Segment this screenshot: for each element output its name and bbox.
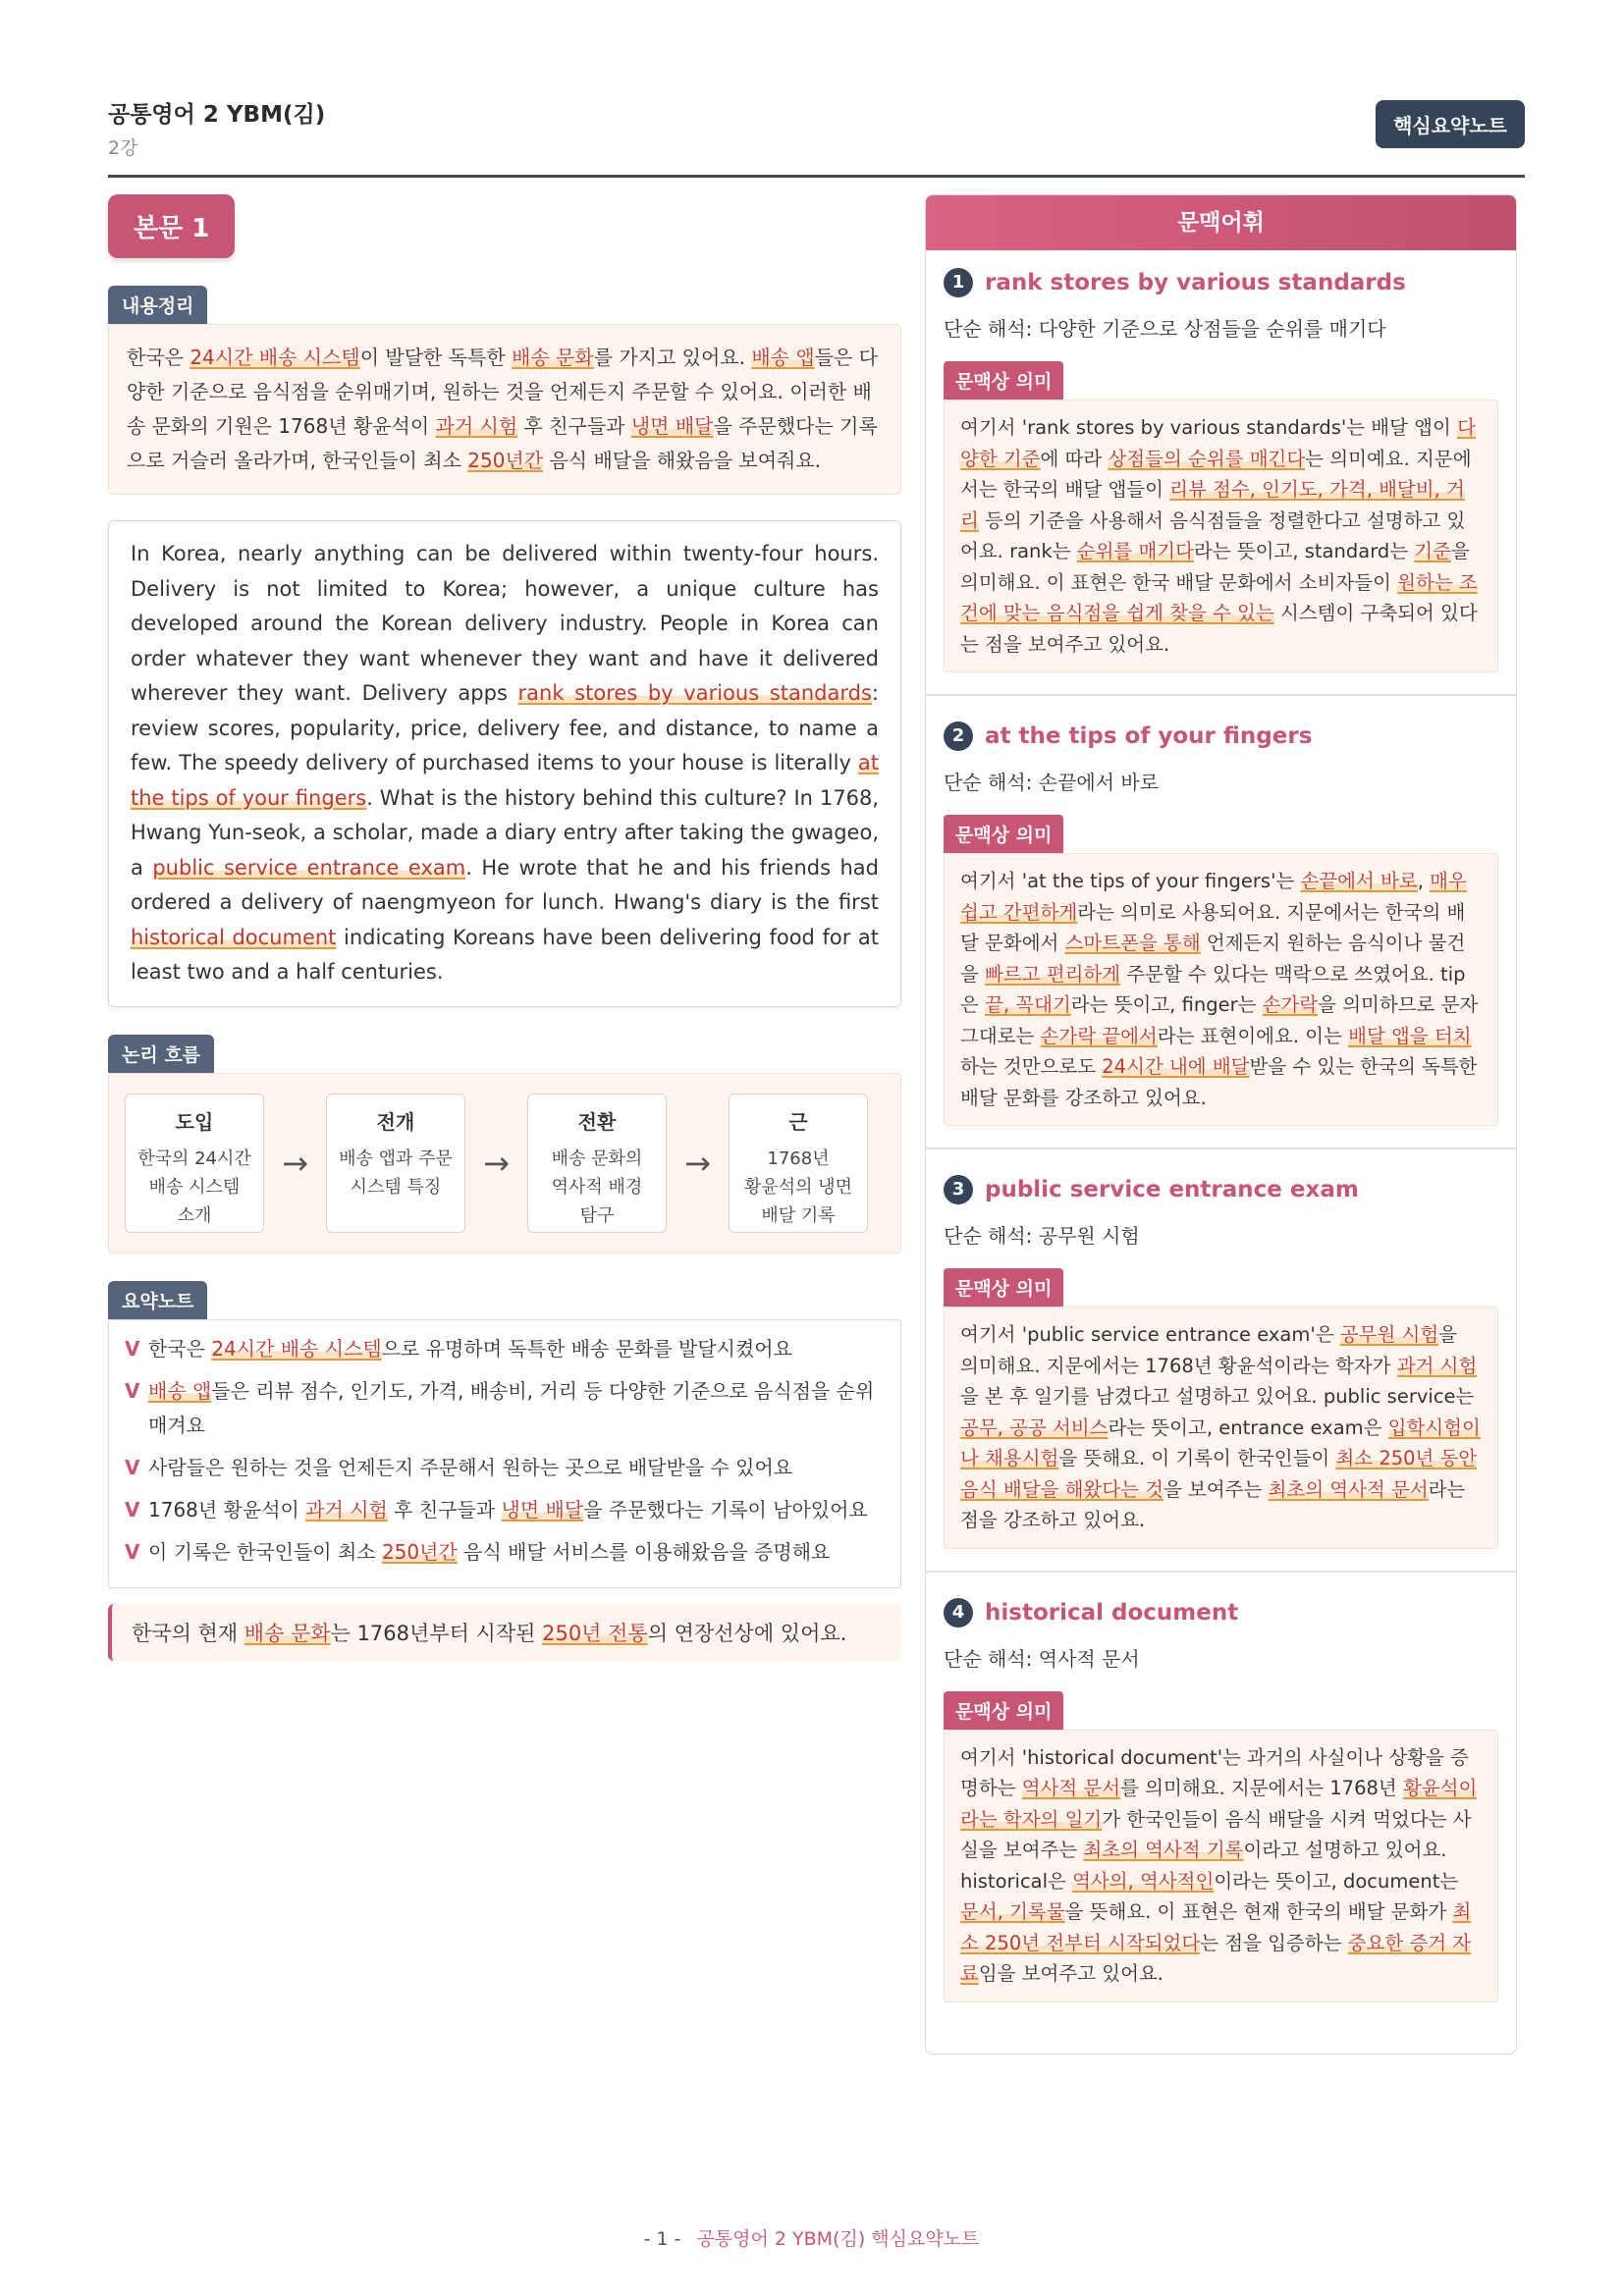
context-meaning-tag: 문맥상 의미: [944, 1691, 1063, 1730]
item-number-badge: 1: [944, 268, 973, 297]
vocab-term: public service entrance exam: [985, 1177, 1359, 1202]
context-meaning-tag: 문맥상 의미: [944, 1268, 1063, 1307]
summary-tag: 내용정리: [108, 286, 207, 324]
key-phrase: 냉면 배달: [630, 414, 714, 438]
vocab-term: historical document: [985, 1599, 1239, 1626]
simple-translation: 단순 해석: 손끝에서 바로: [944, 771, 1160, 794]
key-expression: at the tips of your fingers: [131, 751, 879, 810]
key-phrase: 과거 시험: [435, 414, 518, 438]
logic-flow: [108, 1073, 901, 1254]
context-meaning-box: 여기서 'rank stores by various standards'는 배달 앱이 다양한 기준에 따라 상점들의 순위를 매긴다는 의미예요. 지문에서는 한국의 배달 앱들이 리뷰 점수, 인기도, 가격, 배달비, 거리 등의 기준을 사용해서 음식점들을 정렬한다고 설명하고 있어요. rank는 순위를 매기다라는 뜻이고, standard는 기준을 의미해요. 이 표현은 한국 배달 문화에서 소비자들이 원하는 조건에 맞는 음식점을 쉽게 찾을 수 있는 시스템이 구축되어 있다는 점을 보여주고 있어요.: [944, 400, 1498, 672]
lesson-number: 2강: [108, 137, 138, 159]
flow-step-evidence: 근 1768년 황윤석의 냉면 배달 기록: [729, 1094, 868, 1233]
logic-flow-tag: 논리 흐름: [108, 1035, 214, 1073]
key-phrase: 250년간: [467, 449, 544, 472]
key-expression: public service entrance exam: [152, 855, 466, 880]
english-passage: In Korea, nearly anything can be delivered within twenty-four hours. Delivery is not limited to Korea; however, a unique culture has developed around the Korean delivery industry. People in Korea can order whatever they want whenever they want and have it delivered wherever they want. Delivery apps rank stores by various standards: review scores, popularity, price, delivery fee, and distance, to name a few. The speedy delivery of purchased items to your house is literally at the tips of your fingers. What is the history behind this culture? In 1768, Hwang Yun-seok, a scholar, made a diary entry after taking the gwageo, a public service entrance exam. He wrote that he and his friends had ordered a delivery of naengmyeon for lunch. Hwang's diary is the first historical document indicating Koreans have been delivering food for at least two and a half centuries.: [108, 520, 901, 1007]
check-mark-icon: V: [125, 1336, 140, 1361]
book-title: 공통영어 2 YBM(김): [108, 102, 326, 128]
check-mark-icon: V: [125, 1539, 140, 1564]
summary-notes: [108, 1319, 901, 1588]
vocab-item: [926, 268, 1516, 672]
list-item: V 사람들은 원하는 것을 언제든지 주문해서 원하는 곳으로 배달받을 수 있어요: [125, 1451, 885, 1485]
page-number: - 1 -: [643, 2228, 681, 2250]
page-footer: [0, 2224, 1623, 2251]
summary-box: 한국은 24시간 배송 시스템이 발달한 독특한 배송 문화를 가지고 있어요. 배송 앱들은 다양한 기준으로 음식점을 순위매기며, 원하는 것을 언제든지 주문할 수 있어요. 이러한 배송 문화의 기원은 1768년 황윤석이 과거 시험 후 친구들과 냉면 배달을 주문했다는 기록으로 거슬러 올라가며, 한국인들이 최소 250년간 음식 배달을 해왔음을 보여줘요.: [108, 324, 901, 495]
key-expression: historical document: [131, 925, 337, 949]
vocab-item: [926, 1148, 1516, 1549]
section-title: 본문 1: [108, 194, 235, 258]
vocab-item: [926, 694, 1516, 1126]
key-phrase: 배송 앱: [751, 346, 815, 369]
list-item: V 이 기록은 한국인들이 최소 250년간 음식 배달 서비스를 이용해왔음을 증명해요: [125, 1535, 885, 1570]
footer-title: 공통영어 2 YBM(김) 핵심요약노트: [696, 2228, 980, 2250]
note-type-badge: 핵심요약노트: [1376, 100, 1525, 148]
context-meaning-box: 여기서 'public service entrance exam'은 공무원 시험을 의미해요. 지문에서는 1768년 황윤석이라는 학자가 과거 시험을 본 후 일기를 남겼다고 설명하고 있어요. public service는 공무, 공공 서비스라는 뜻이고, entrance exam은 입학시험이나 채용시험을 뜻해요. 이 기록이 한국인들이 최소 250년 동안 음식 배달을 해왔다는 것을 보여주는 최초의 역사적 문서라는 점을 강조하고 있어요.: [944, 1307, 1498, 1549]
key-expression: rank stores by various standards: [517, 681, 872, 705]
list-item: V 한국은 24시간 배송 시스템으로 유명하며 독특한 배송 문화를 발달시켰어요: [125, 1332, 885, 1366]
check-mark-icon: V: [125, 1497, 140, 1522]
simple-translation: 단순 해석: 역사적 문서: [944, 1646, 1140, 1671]
list-item: V 1768년 황윤석이 과거 시험 후 친구들과 냉면 배달을 주문했다는 기록이 남아있어요: [125, 1493, 885, 1527]
simple-translation: 단순 해석: 공무원 시험: [944, 1224, 1140, 1248]
context-meaning-tag: 문맥상 의미: [944, 815, 1063, 853]
arrow-right-icon: →: [483, 1144, 510, 1182]
flow-step-development: 전개 배송 앱과 주문 시스템 특징: [326, 1094, 465, 1233]
flow-step-turn: 전환 배송 문화의 역사적 배경 탐구: [527, 1094, 667, 1233]
summary-notes-tag: 요약노트: [108, 1281, 207, 1319]
vocabulary-panel-title: 문맥어휘: [926, 195, 1516, 250]
key-phrase: 24시간 배송 시스템: [189, 346, 360, 369]
context-meaning-tag: 문맥상 의미: [944, 361, 1063, 400]
arrow-right-icon: →: [282, 1144, 308, 1182]
context-meaning-box: 여기서 'historical document'는 과거의 사실이나 상황을 증명하는 역사적 문서를 의미해요. 지문에서는 1768년 황윤석이라는 학자의 일기가 한국인들이 음식 배달을 시켜 먹었다는 사실을 보여주는 최초의 역사적 기록이라고 설명하고 있어요. historical은 역사의, 역사적인이라는 뜻이고, document는 문서, 기록물을 뜻해요. 이 표현은 현재 한국의 배달 문화가 최소 250년 전부터 시작되었다는 점을 입증하는 중요한 증거 자료임을 보여주고 있어요.: [944, 1730, 1498, 2002]
simple-translation: 단순 해석: 다양한 기준으로 상점들을 순위를 매기다: [944, 317, 1386, 341]
vocab-term: rank stores by various standards: [985, 270, 1406, 295]
key-phrase: 배송 문화: [512, 346, 594, 369]
item-number-badge: 2: [944, 721, 973, 751]
vocabulary-panel: [925, 194, 1517, 2055]
arrow-right-icon: →: [684, 1144, 711, 1182]
list-item: V 배송 앱들은 리뷰 점수, 인기도, 가격, 배송비, 거리 등 다양한 기준으로 음식점을 순위매겨요: [125, 1374, 885, 1443]
main-column: [108, 194, 901, 1661]
flow-step-intro: 도입 한국의 24시간 배송 시스템 소개: [125, 1094, 264, 1233]
vocab-term: at the tips of your fingers: [985, 723, 1313, 749]
vocab-item: [926, 1571, 1516, 2002]
item-number-badge: 3: [944, 1175, 973, 1204]
check-mark-icon: V: [125, 1378, 140, 1403]
page-header: [108, 90, 1525, 178]
context-meaning-box: 여기서 'at the tips of your fingers'는 손끝에서 바로, 매우 쉽고 간편하게라는 의미로 사용되어요. 지문에서는 한국의 배달 문화에서 스마트폰을 통해 언제든지 원하는 음식이나 물건을 빠르고 편리하게 주문할 수 있다는 맥락으로 쓰였어요. tip은 끝, 꼭대기라는 뜻이고, finger는 손가락을 의미하므로 문자 그대로는 손가락 끝에서라는 표현이에요. 이는 배달 앱을 터치하는 것만으로도 24시간 내에 배달받을 수 있는 한국의 독특한 배달 문화를 강조하고 있어요.: [944, 853, 1498, 1126]
item-number-badge: 4: [944, 1598, 973, 1628]
check-mark-icon: V: [125, 1455, 140, 1479]
key-takeaway-callout: 한국의 현재 배송 문화는 1768년부터 시작된 250년 전통의 연장선상에 있어요.: [108, 1604, 901, 1661]
